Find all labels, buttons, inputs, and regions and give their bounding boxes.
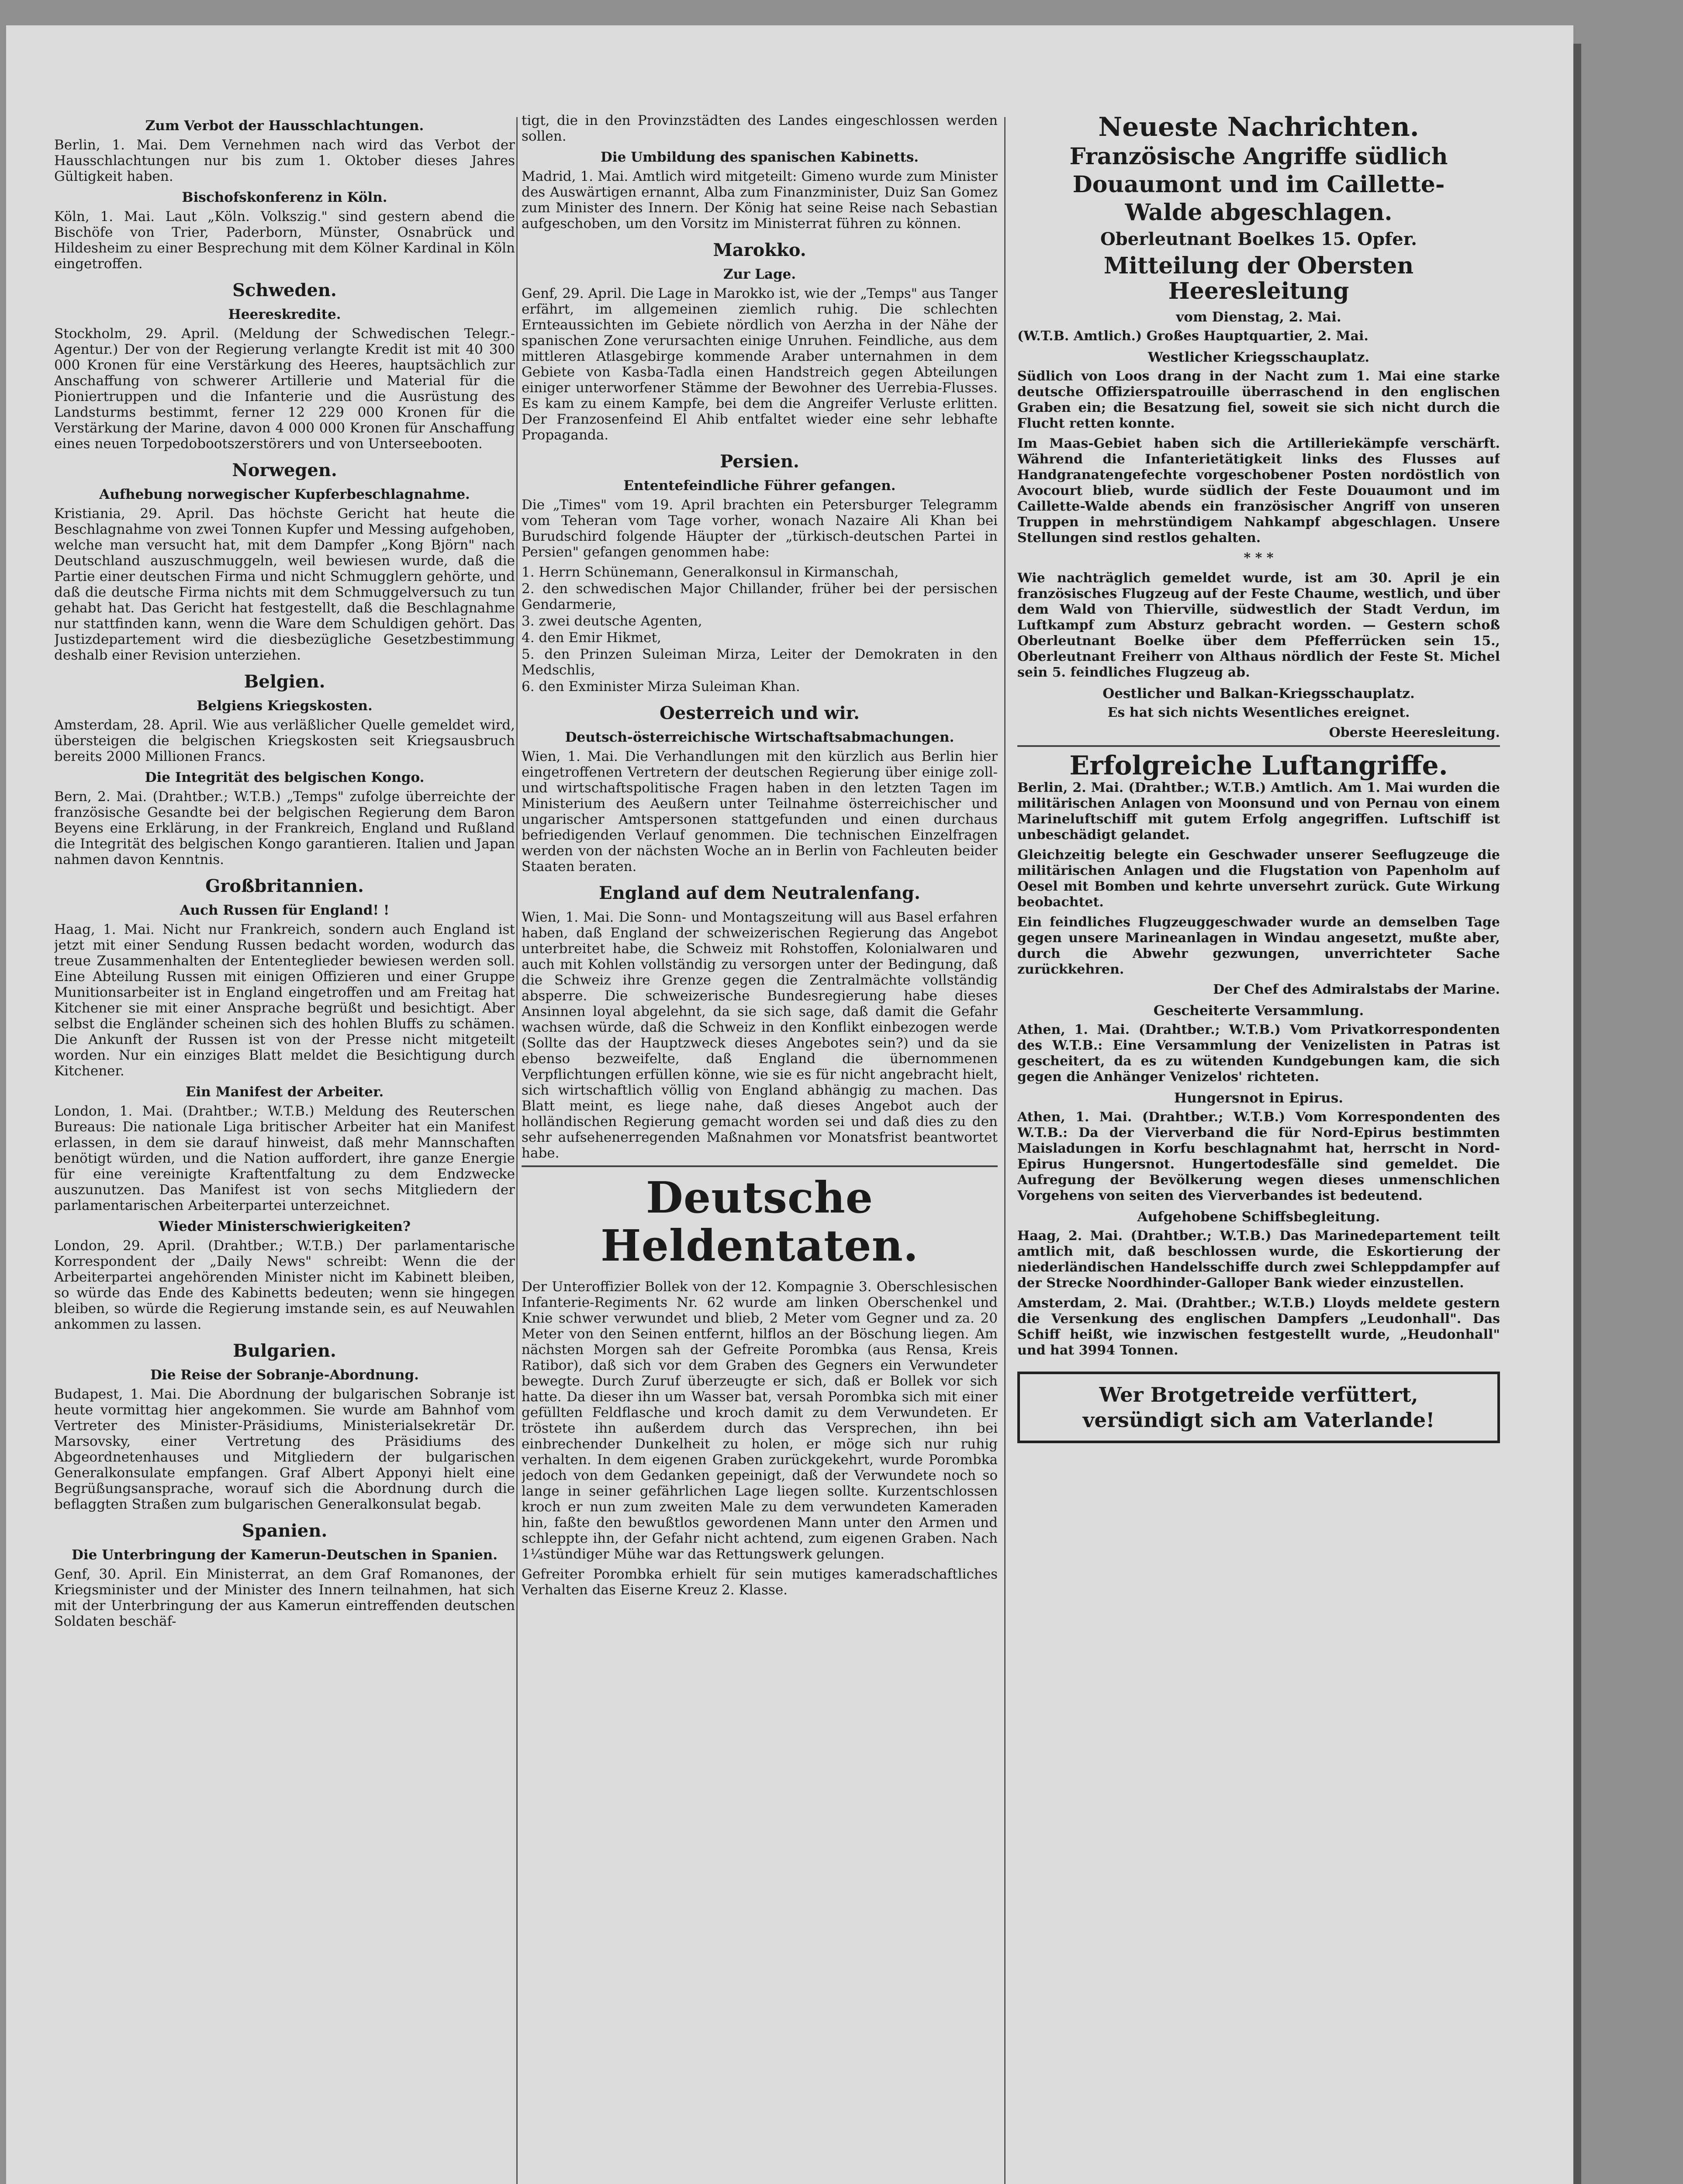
dateline: vom Dienstag, 2. Mai. bbox=[1176, 309, 1341, 325]
section-heading: Belgien. bbox=[244, 671, 325, 692]
article-text: Der Unteroffizier Bollek von der 12. Kompagnie 3. Oberschlesischen Infanterie-Regiments Nr. 62 wurde am linken Oberschenkel und Knie schwer verwundet und blieb, 2 Meter vom Gegner und za. 20 Meter von den Seinen entfernt, hilflos an der Böschung liegen. Am nächsten Morgen sah der Gefreite Porombka (aus Rensa, Kreis Ratibor), daß sich vor dem Graben des Gegners ein Verwundeter bewegte. Durch Zuruf überzeugte er sich, daß er Bollek vor sich hatte. Da dieser ihn um Wasser bat, versah Porombka sich mit einer gefüllten Feldflasche und kroch damit zu dem Verwundeten. Er tröstete ihn außerdem durch das Versprechen, ihn bei einbrechender Dunkelheit zu holen, er möge sich nur ruhig verhalten. In dem eigenen Graben zurückgekehrt, wurde Porombka jedoch von dem Gedanken gepeinigt, daß der Verwundete noch so lange in seiner gefährlichen Lage liegen sollte. Kurzentschlossen kroch er nun zum zweiten Male zu dem verwundeten Kameraden hin, faßte den bewußtlos gewordenen Mann unter den Armen und schleppte ihn, der Gefahr nicht achtend, zum eigenen Graben. Nach 1¼stündiger Mühe war das Rettungswerk gelungen. bbox=[522, 1279, 998, 1562]
headline: Aufhebung norwegischer Kupferbeschlagnahme. bbox=[99, 487, 470, 502]
headline: Ententefeindliche Führer gefangen. bbox=[623, 478, 896, 494]
notice-line: Wer Brotgetreide verfüttert, bbox=[1099, 1383, 1418, 1406]
headline: Die Reise der Sobranje-Abordnung. bbox=[150, 1367, 419, 1383]
article-text: Amsterdam, 2. Mai. (Drahtber.; W.T.B.) Lloyds meldete gestern die Versenkung des englischen Dampfers „Leudonhall". Das Schiff heißt, wie inzwischen festgestellt wurde, „Heudonhall" und hat 3994 Tonnen. bbox=[1017, 1296, 1500, 1358]
article-text: Gefreiter Porombka erhielt für sein mutiges kameradschaftliches Verhalten das Eiserne Kreuz 2. Klasse. bbox=[522, 1566, 998, 1598]
headline: Zum Verbot der Hausschlachtungen. bbox=[145, 118, 424, 134]
list-item: 4. den Emir Hikmet, bbox=[522, 630, 661, 646]
headline: Bischofskonferenz in Köln. bbox=[182, 190, 387, 205]
section-heading: England auf dem Neutralenfang. bbox=[599, 883, 920, 903]
article-text: Stockholm, 29. April. (Meldung der Schwedischen Telegr.-Agentur.) Der von der Regierung verlangte Kredit ist mit 40 300 000 Kronen für eine Verstärkung des Heeres, hauptsächlich zur Anschaffung von schwerer Artillerie und Material für die Pioniertruppen und die Infanterie und die Ausrüstung des Landsturms bestimmt, ferner 12 229 000 Kronen für die Verstärkung der Marine, davon 4 000 000 Kronen für Anschaffung eines neuen Torpedobootszerstörers und von Unterseebooten. bbox=[54, 326, 515, 452]
article-text: Im Maas-Gebiet haben sich die Artilleriekämpfe verschärft. Während die Infanterietätigkeit links des Flusses auf Handgranatengefechte vorgeschobener Posten nordöstlich von Avocourt blieb, wurde südlich der Feste Douaumont und im Caillette-Walde abends ein französischer Angriff von unseren Truppen in mehrstündigem Nahkampf abgeschlagen. Unsere Stellungen sind restlos gehalten. bbox=[1017, 436, 1500, 546]
article-text: Bern, 2. Mai. (Drahtber.; W.T.B.) „Temps" zufolge überreichte der französische Gesandte bei der belgischen Regierung dem Baron Beyens eine Erklärung, in der Frankreich, England und Rußland die Integrität des belgischen Kongo garantieren. Italien und Japan nahmen davon Kenntnis. bbox=[54, 789, 515, 867]
headline: Westlicher Kriegsschauplatz. bbox=[1147, 349, 1370, 365]
headline: Mitteilung der Obersten Heeresleitung bbox=[1103, 252, 1414, 304]
article-text: Genf, 30. April. Ein Ministerrat, an dem Graf Romanones, der Kriegsminister und der Minister des Innern teilnahmen, hat sich mit der Unterbringung der aus Kamerun eintreffenden deutschen Soldaten beschäf- bbox=[54, 1566, 515, 1629]
article-text: Athen, 1. Mai. (Drahtber.; W.T.B.) Vom Privatkorrespondenten des W.T.B.: Eine Versammlung der Venizelisten in Patras ist gescheitert, da es zu wütenden Kundgebungen kam, die sich gegen die Anhänger Venizelos' richteten. bbox=[1017, 1022, 1500, 1085]
headline: Gescheiterte Versammlung. bbox=[1153, 1003, 1364, 1019]
article-text: Berlin, 2. Mai. (Drahtber.; W.T.B.) Amtlich. Am 1. Mai wurden die militärischen Anlagen von Moonsund und von Pernau von einem Marineluftschiff mit gutem Erfolg angegriffen. Luftschiff ist unbeschädigt gelandet. bbox=[1017, 780, 1500, 843]
headline: Die Umbildung des spanischen Kabinetts. bbox=[600, 149, 919, 165]
headline: Erfolgreiche Luftangriffe. bbox=[1069, 750, 1448, 781]
headline: Deutsch-österreichische Wirtschaftsabmachungen. bbox=[565, 729, 954, 745]
article-text: Gleichzeitig belegte ein Geschwader unserer Seeflugzeuge die militärischen Anlagen und die Flugstation von Papenholm auf Oesel mit Bomben und kehrte unversehrt zurück. Gute Wirkung beobachtet. bbox=[1017, 847, 1500, 910]
feature-title: Deutsche Heldentaten. bbox=[600, 1173, 919, 1271]
article-text: Südlich von Loos drang in der Nacht zum 1. Mai eine starke deutsche Offizierspatrouille überraschend in den englischen Graben ein; die Besatzung fiel, soweit sie sich nicht durch die Flucht retten konnte. bbox=[1017, 369, 1500, 431]
list-item: 5. den Prinzen Suleiman Mirza, Leiter der Demokraten in den Medschlis, bbox=[522, 646, 998, 678]
article-text: Athen, 1. Mai. (Drahtber.; W.T.B.) Vom Korrespondenten des W.T.B.: Da der Vierverband die für Nord-Epirus bestimmten Maisladungen in Korfu beschlagnahmt hat, herrscht in Nord-Epirus Hungersnot. Hungertodesfälle sind gemeldet. Die Aufregung der Bevölkerung wegen dieses unmenschlichen Vorgehens von seiten des Vierverbandes ist bedeutend. bbox=[1017, 1109, 1500, 1203]
list-item: 3. zwei deutsche Agenten, bbox=[522, 613, 702, 629]
column-rule bbox=[516, 117, 518, 2184]
article-text: Wien, 1. Mai. Die Sonn- und Montagszeitung will aus Basel erfahren haben, daß England der schweizerischen Regierung das Angebot unterbreitet habe, die Schweiz mit Rohstoffen, Kolonialwaren und auch mit Kohlen vollständig zu versorgen unter der Bedingung, daß die Schweiz ihre Grenze gegen die Zentralmächte vollständig absperre. Die schweizerische Bundesregierung habe dieses Ansinnen loyal abgelehnt, da sie sich sage, daß damit die Gefahr wachsen würde, daß die Schweiz in den Konflikt einbezogen werde (Sollte das der Hauptzweck dieses Angebotes sein?) und da sie ebenso bezweifelte, daß England die übernommenen Verpflichtungen erfüllen könne, wie sie es für nicht angebracht hielt, sich wirtschaftlich völlig von England abhängig zu machen. Das Blatt meint, es liege nahe, daß dieses Angebot auch der holländischen Regierung gemacht worden sei und daß dies zu den sehr aufsehenerregenden Maßnahmen vor Monatsfrist beantwortet habe. bbox=[522, 909, 998, 1161]
signature: Oberste Heeresleitung. bbox=[1329, 725, 1500, 740]
column-middle bbox=[522, 113, 998, 2184]
headline: Die Integrität des belgischen Kongo. bbox=[145, 770, 425, 785]
article-text: Kristiania, 29. April. Das höchste Gericht hat heute die Beschlagnahme von zwei Tonnen Kupfer und Messing aufgehoben, welche man versucht hat, mit dem Dampfer „Kong Björn" nach Deutschland auszuschmuggeln, weil bewiesen wurde, daß die Partie einer deutschen Firma und nicht Schmugglern gehörte, und daß die deutsche Firma nichts mit dem Schmuggelversuch zu tun gehabt hat. Das Gericht hat festgestellt, daß die Beschlagnahme nur stattfinden kann, wenn die Ware dem Schuldigen gehört. Das Justizdepartement wird die diesbezügliche Gesetzbestimmung deshalb einer Revision unterziehen. bbox=[54, 506, 515, 663]
list-item: 6. den Exminister Mirza Suleiman Khan. bbox=[522, 679, 800, 695]
article-text: (W.T.B. Amtlich.) Großes Hauptquartier, 2. Mai. bbox=[1017, 328, 1369, 344]
page-edge bbox=[1573, 44, 1581, 2184]
column-right bbox=[1017, 113, 1500, 2184]
section-heading: Marokko. bbox=[713, 240, 806, 260]
article-text: tigt, die in den Provinzstädten des Landes eingeschlossen werden sollen. bbox=[522, 113, 998, 144]
headline: Wieder Ministerschwierigkeiten? bbox=[158, 1219, 411, 1234]
divider bbox=[1017, 745, 1500, 747]
section-heading: Neueste Nachrichten. bbox=[1098, 113, 1419, 142]
divider bbox=[522, 1165, 998, 1167]
article-text: Wie nachträglich gemeldet wurde, ist am 30. April je ein französisches Flugzeug auf der Feste Chaume, westlich, und über dem Wald von Thierville, südwestlich der Stadt Verdun, im Luftkampf zum Absturz gebracht worden. — Gestern schoß Oberleutnant Boelke über dem Pfefferrücken sein 15., Oberleutnant Freiherr von Althaus nördlich der Feste St. Michel sein 5. feindliches Flugzeug ab. bbox=[1017, 570, 1500, 680]
section-heading: Bulgarien. bbox=[233, 1341, 336, 1361]
headline: Französische Angriffe südlich bbox=[1069, 143, 1448, 170]
headline: Belgiens Kriegskosten. bbox=[197, 698, 373, 714]
notice-box bbox=[1017, 1372, 1500, 1443]
article-text: Madrid, 1. Mai. Amtlich wird mitgeteilt: Gimeno wurde zum Minister des Auswärtigen ernannt, Alba zum Finanzminister, Duiz San Gomez zum Minister des Innern. Der König hat seine Reise nach Sebastian aufgeschoben, um den Vorsitz im Ministerrat führen zu können. bbox=[522, 169, 998, 232]
notice-line: versündigt sich am Vaterlande! bbox=[1082, 1408, 1435, 1432]
article-text: Ein feindliches Flugzeuggeschwader wurde an demselben Tage gegen unsere Marineanlagen in Windau angesetzt, mußte aber, durch die Abwehr gezwungen, unverrichteter Sache zurückkehren. bbox=[1017, 915, 1500, 977]
headline: Douaumont und im Caillette- bbox=[1072, 171, 1445, 198]
article-text: Köln, 1. Mai. Laut „Köln. Volkszig." sind gestern abend die Bischöfe von Trier, Paderborn, Münster, Osnabrück und Hildesheim zu einer Besprechung mit dem Kölner Kardinal in Köln eingetroffen. bbox=[54, 209, 515, 272]
list-item: 1. Herrn Schünemann, Generalkonsul in Kirmanschah, bbox=[522, 564, 899, 580]
section-heading: Spanien. bbox=[242, 1521, 328, 1541]
column-rule bbox=[1004, 117, 1006, 2184]
article-text: Amsterdam, 28. April. Wie aus verläßlicher Quelle gemeldet wird, übersteigen die belgischen Kriegskosten seit Kriegsausbruch bereits 2000 Millionen Francs. bbox=[54, 717, 515, 764]
headline: Aufgehobene Schiffsbegleitung. bbox=[1137, 1209, 1380, 1225]
article-text: London, 1. Mai. (Drahtber.; W.T.B.) Meldung des Reuterschen Bureaus: Die nationale Liga britischer Arbeiter hat ein Manifest erlassen, in dem sie darauf hinweist, daß mehr Mannschaften benötigt würden, und die Nation auffordert, ihre ganze Energie für eine vereinigte Kraftentfaltung zu dem Endzwecke auszunutzen. Das Manifest ist von sechs Mitgliedern der parlamentarischen Arbeiterpartei unterzeichnet. bbox=[54, 1103, 515, 1213]
newspaper-page bbox=[6, 25, 1573, 2184]
list-item: 2. den schwedischen Major Chillander, früher bei der persischen Gendarmerie, bbox=[522, 581, 998, 612]
article-text: Es hat sich nichts Wesentliches ereignet. bbox=[1107, 705, 1410, 720]
article-text: Budapest, 1. Mai. Die Abordnung der bulgarischen Sobranje ist heute vormittag hier angekommen. Sie wurde am Bahnhof vom Vertreter des Minister-Präsidiums, Ministerialsekretär Dr. Marsovsky, einer Vertretung des Präsidiums des Abgeordnetenhauses und Mitgliedern der bulgarischen Generalkonsulate empfangen. Graf Albert Apponyi hielt eine Begrüßungsansprache, worauf sich die Abordnung durch die beflaggten Straßen zum bulgarischen Generalkonsulat begab. bbox=[54, 1386, 515, 1512]
signature: Der Chef des Admiralstabs der Marine. bbox=[1213, 982, 1500, 997]
headline: Hungersnot in Epirus. bbox=[1174, 1090, 1344, 1106]
section-heading: Schweden. bbox=[232, 280, 337, 301]
headline: Auch Russen für England! ! bbox=[180, 902, 390, 918]
prisoner-list bbox=[522, 564, 998, 695]
headline: Oestlicher und Balkan-Kriegsschauplatz. bbox=[1102, 686, 1415, 702]
section-heading: Oesterreich und wir. bbox=[660, 703, 860, 723]
article-text: Berlin, 1. Mai. Dem Vernehmen nach wird das Verbot der Hausschlachtungen nur bis zum 1. Oktober dieses Jahres Gültigkeit haben. bbox=[54, 137, 515, 184]
headline: Zur Lage. bbox=[723, 266, 796, 282]
article-text: Wien, 1. Mai. Die Verhandlungen mit den kürzlich aus Berlin hier eingetroffenen Vertretern der deutschen Regierung über einige zoll- und wirtschaftspolitische Fragen haben in den letzten Tagen im Ministerium des Aeußern unter Teilnahme österreichischer und ungarischer Amtspersonen stattgefunden und einen durchaus befriedigenden Verlauf genommen. Die technischen Einzelfragen werden von der nächsten Woche an in Berlin von Fachleuten beider Staaten beraten. bbox=[522, 749, 998, 874]
headline: Heereskredite. bbox=[228, 307, 341, 322]
headline: Ein Manifest der Arbeiter. bbox=[185, 1084, 384, 1100]
subheadline: Oberleutnant Boelkes 15. Opfer. bbox=[1100, 229, 1417, 249]
article-text: Genf, 29. April. Die Lage in Marokko ist, wie der „Temps" aus Tanger erfährt, im allgemeinen ziemlich ruhig. Die schlechten Ernteaussichten im Gebiete nördlich von Aerzha in der Nähe der spanischen Zone verursachten einige Unruhen. Feindliche, aus dem mittleren Atlasgebirge kommende Araber unternahmen in dem Gebiete von Kasba-Tadla einen Handstreich gegen Abteilungen einiger unterworfener Stämme der Bewohner des Uerrebia-Flusses. Es kam zu einem Kampfe, bei dem die Angreifer Verluste erlitten. Der Franzosenfeind El Ahib entfaltet wieder eine sehr lebhafte Propaganda. bbox=[522, 286, 998, 443]
section-heading: Großbritannien. bbox=[205, 876, 364, 896]
section-heading: Persien. bbox=[720, 451, 799, 472]
separator-stars: * * * bbox=[1244, 550, 1274, 566]
headline: Die Unterbringung der Kamerun-Deutschen in Spanien. bbox=[71, 1547, 498, 1563]
article-text: London, 29. April. (Drahtber.; W.T.B.) Der parlamentarische Korrespondent der „Daily News" schreibt: Wenn die der Arbeiterpartei angehörenden Minister nicht im Kabinett bleiben, so würde das Ende des Kabinetts bedeuten; wenn sie hingegen bleiben, so würde die Regierung imstande sein, es auf Neuwahlen ankommen zu lassen. bbox=[54, 1238, 515, 1332]
section-heading: Norwegen. bbox=[232, 460, 337, 480]
article-text: Haag, 1. Mai. Nicht nur Frankreich, sondern auch England ist jetzt mit einer Sendung Russen bedacht worden, wodurch das treue Zusammenhalten der Ententeglieder bewiesen werden soll. Eine Abteilung Russen mit einigen Offizieren und einer Gruppe Munitionsarbeiter ist in England eingetroffen und am Freitag hat Kitchener sie mit einer Ansprache begrüßt und besichtigt. Aber selbst die Engländer scheinen sich des hohlen Bluffs zu schämen. Die Ankunft der Russen ist von der Presse nicht mitgeteilt worden. Nur ein einziges Blatt meldet die Besichtigung durch Kitchener. bbox=[54, 922, 515, 1079]
headline: Walde abgeschlagen. bbox=[1125, 199, 1393, 226]
article-text: Die „Times" vom 19. April brachten ein Petersburger Telegramm vom Teheran vom Tage vorher, wonach Nazaire Ali Khan bei Burudschird folgende Häupter der „türkisch-deutschen Partei in Persien" gefangen genommen habe: bbox=[522, 497, 998, 560]
column-left bbox=[54, 113, 515, 2184]
article-text: Haag, 2. Mai. (Drahtber.; W.T.B.) Das Marinedepartement teilt amtlich mit, daß beschlossen wurde, die Eskortierung der niederländischen Handelsschiffe durch zwei Schleppdampfer auf der Strecke Noordhinder-Galloper Bank wieder einzustellen. bbox=[1017, 1228, 1500, 1291]
